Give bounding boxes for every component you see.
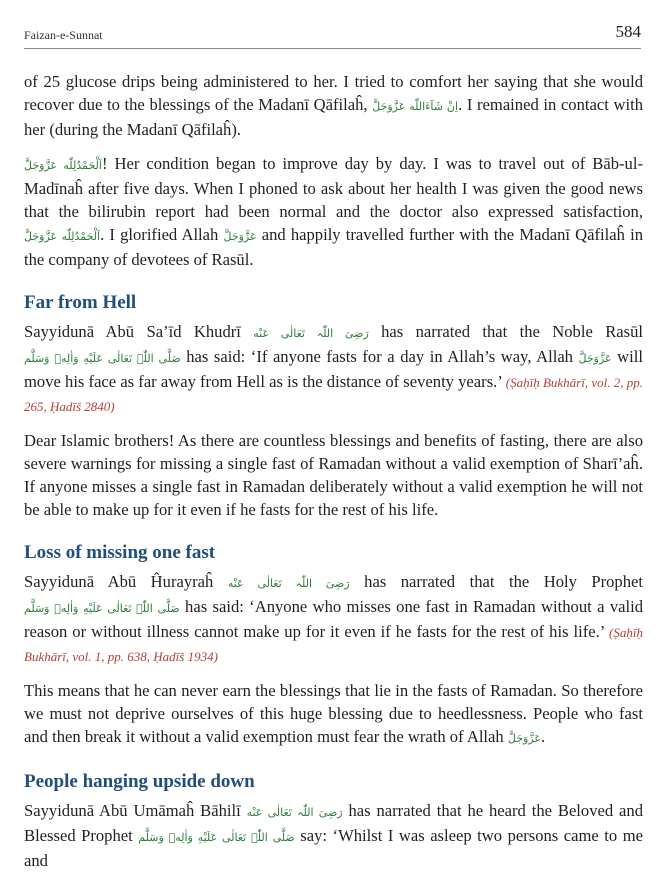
page-number: 584 [615,22,641,41]
paragraph [24,570,643,668]
text-run: and happily travelled further with the Madanī Qāfilaĥ in the company of devotees of Rasūl. [24,225,643,269]
paragraph [24,799,643,872]
paragraph [24,70,643,141]
section-heading: People hanging upside down [24,771,255,792]
running-header [24,22,641,49]
text-run: . I remained in contact with her (during the Madanī Qāfilaĥ). [24,95,643,139]
arabic-supplication: صَلَّی اللّٰہ تَعَالٰی عَلَیْهِ وَاٰلِهٖ وَسَلَّم [24,352,181,365]
paragraph [24,320,643,418]
hadith-reference: (Ṣaḥīḥ Bukhārī, vol. 2, pp. 265, Ḥadīš 2840) [24,375,643,414]
text-run: has said: ‘Anyone who misses one fast in Ramadan without a valid reason or without illness cannot make up for it even if he fasts for the rest of his life.’ [24,597,644,641]
text-run: Sayyidunā Abū Ĥurayraĥ [24,572,228,591]
page-body [24,70,643,872]
paragraph [24,679,643,750]
section-heading: Loss of missing one fast [24,542,216,563]
text-run: . [540,727,546,746]
book-title: Faizan-e-Sunnat [24,28,103,42]
hadith-reference: (Ṣaḥīḥ Bukhārī, vol. 1, pp. 638, Ḥadīš 1934) [24,625,643,664]
arabic-supplication: رَضِیَ اللّٰہ تَعَالٰی عَنْه [253,327,369,340]
arabic-supplication: عَزَّوَجَلَّ [223,230,257,243]
arabic-supplication: رَضِیَ اللّٰہ تَعَالٰی عَنْه [227,577,350,590]
text-run: of 25 glucose drips being administered to her. I tried to comfort her saying that she would recover due to the blessings of the Madanī Qāfilaĥ, [24,72,643,114]
paragraph: Dear Islamic brothers! As there are countless blessings and benefits of fasting, there are also severe warnings for missing a single fast of Ramadan without a valid exemption of Sharī’aĥ. If anyone misses a single fast in Ramadan deliberately without a valid exemption he will not be able to make up for it even if he fasts for the rest of his life. [24,431,643,519]
text-run: . I glorified Allah [100,225,224,244]
text-run: has narrated that he heard the Beloved and Blessed Prophet [24,801,644,845]
text-run: has said: ‘If anyone fasts for a day in Allah’s way, Allah [180,347,579,366]
text-run: Sayyidunā Abū Sa’īd Khudrī [24,322,254,341]
arabic-supplication: صَلَّی اللّٰہ تَعَالٰی عَلَیْهِ وَاٰلِهٖ وَسَلَّم [24,602,180,615]
text-run: Sayyidunā Abū Umāmaĥ Bāhilī [24,801,247,820]
arabic-supplication: عَزَّوَجَلَّ [507,732,541,745]
arabic-supplication: عَزَّوَجَلَّ [578,352,612,365]
paragraph [24,152,643,271]
text-run: This means that he can never earn the blessings that lie in the fasts of Ramadan. So therefore we must not deprive ourselves of this huge blessing due to heedlessness. People who fast and then break it without a valid exemption must fear the wrath of Allah [24,681,643,746]
text-run: has narrated that the Holy Prophet [349,572,644,591]
text-run: will move his face as far away from Hell as is the distance of seventy years.’ [24,347,643,391]
text-run: ! Her condition began to improve day by day. I was to travel out of Bāb-ul-Madīnaĥ after five days. When I phoned to ask about her health I was given the good news that the bilirubin report had been normal and the doctor also expressed satisfaction, [24,154,643,221]
arabic-supplication: رَضِیَ اللّٰہ تَعَالٰی عَنْه [246,806,343,819]
text-run: say: ‘Whilst I was asleep two persons came to me and [24,826,643,870]
text-run: has narrated that the Noble Rasūl [368,322,643,341]
arabic-supplication: اَلْحَمْدُلِلّٰه عَزَّوَجَلَّ [24,159,102,172]
arabic-supplication: اِنْ شَآءَاللّٰه عَزَّوَجَلَّ [372,100,459,113]
arabic-supplication: اَلْحَمْدُلِلّٰه عَزَّوَجَلَّ [24,230,101,243]
arabic-supplication: صَلَّی اللّٰہ تَعَالٰی عَلَیْهِ وَاٰلِهٖ وَسَلَّم [138,831,295,844]
section-heading: Far from Hell [24,292,137,313]
